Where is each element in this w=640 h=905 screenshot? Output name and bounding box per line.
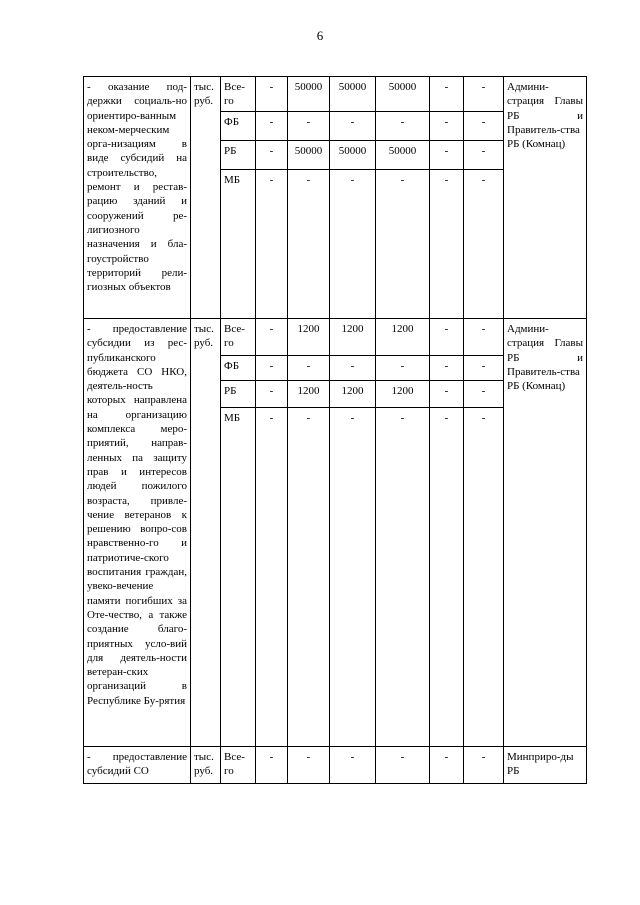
value-cell: - <box>376 408 430 747</box>
value-cell: - <box>288 112 330 141</box>
value-cell: - <box>376 747 430 784</box>
value-cell: 50000 <box>288 77 330 112</box>
funding-source: РБ <box>221 141 256 170</box>
value-cell: - <box>430 356 464 381</box>
funding-source: Все-го <box>221 319 256 356</box>
unit-cell: тыс. руб. <box>191 747 221 784</box>
value-cell: - <box>430 170 464 319</box>
funding-source: МБ <box>221 170 256 319</box>
funding-source: МБ <box>221 408 256 747</box>
value-cell: - <box>330 747 376 784</box>
value-cell: - <box>288 747 330 784</box>
value-cell: - <box>288 356 330 381</box>
funding-source: РБ <box>221 381 256 408</box>
value-cell: - <box>376 170 430 319</box>
budget-table <box>83 76 587 784</box>
responsible-executor: Минприро-ды РБ <box>504 747 587 784</box>
value-cell: 50000 <box>376 141 430 170</box>
value-cell: 1200 <box>376 381 430 408</box>
value-cell: - <box>464 170 504 319</box>
value-cell: 50000 <box>330 77 376 112</box>
value-cell: - <box>464 141 504 170</box>
table-row <box>84 77 587 112</box>
table-row <box>84 319 587 356</box>
value-cell: - <box>256 170 288 319</box>
measure-description: - оказание под-держки социаль-но ориентиро-ванным неком-мерческим орга-низациям в виде субсидий на строительство, ремонт и рестав-рацию зданий и сооружений ре-лигиозного назначения и бла-гоустройство территорий рели-гиозных объектов <box>84 77 191 319</box>
value-cell: - <box>430 747 464 784</box>
value-cell: - <box>256 381 288 408</box>
value-cell: - <box>464 77 504 112</box>
value-cell: 1200 <box>330 319 376 356</box>
value-cell: - <box>330 170 376 319</box>
value-cell: - <box>464 319 504 356</box>
value-cell: - <box>256 141 288 170</box>
value-cell: - <box>430 319 464 356</box>
value-cell: - <box>256 319 288 356</box>
value-cell: 1200 <box>376 319 430 356</box>
value-cell: - <box>464 112 504 141</box>
unit-cell: тыс. руб. <box>191 77 221 319</box>
value-cell: 50000 <box>288 141 330 170</box>
value-cell: 1200 <box>288 319 330 356</box>
value-cell: - <box>430 408 464 747</box>
value-cell: 50000 <box>330 141 376 170</box>
value-cell: - <box>256 356 288 381</box>
value-cell: - <box>330 112 376 141</box>
funding-source: Все-го <box>221 77 256 112</box>
value-cell: - <box>430 381 464 408</box>
funding-source: ФБ <box>221 356 256 381</box>
value-cell: - <box>376 356 430 381</box>
value-cell: 50000 <box>376 77 430 112</box>
value-cell: 1200 <box>330 381 376 408</box>
measure-description: - предоставление субсидии из рес-публиканского бюджета СО НКО, деятель-ность которых направлена на организацию комплекса меро-приятий, направ-ленных па защиту прав и интересов людей пожилого возраста, привле-чение ветеранов к решению вопро-сов нравственно-го и патриотиче-ского воспитания граждан, увеко-вечение памяти погибших за Оте-чество, а также создание благо-приятных усло-вий для деятель-ности ветеран-ских организаций в Республике Бу-рятия <box>84 319 191 747</box>
value-cell: - <box>330 408 376 747</box>
value-cell: - <box>430 77 464 112</box>
value-cell: - <box>256 77 288 112</box>
value-cell: - <box>376 112 430 141</box>
funding-source: ФБ <box>221 112 256 141</box>
value-cell: - <box>256 112 288 141</box>
funding-source: Все-го <box>221 747 256 784</box>
value-cell: - <box>330 356 376 381</box>
table-row <box>84 747 587 784</box>
value-cell: - <box>256 747 288 784</box>
unit-cell: тыс. руб. <box>191 319 221 747</box>
responsible-executor: Админи-страция Главы РБ и Правитель-ства РБ (Комнац) <box>504 319 587 747</box>
value-cell: - <box>464 747 504 784</box>
value-cell: - <box>464 356 504 381</box>
value-cell: - <box>288 170 330 319</box>
value-cell: - <box>288 408 330 747</box>
value-cell: - <box>256 408 288 747</box>
value-cell: - <box>464 381 504 408</box>
measure-description: - предоставление субсидий СО <box>84 747 191 784</box>
value-cell: 1200 <box>288 381 330 408</box>
value-cell: - <box>430 112 464 141</box>
value-cell: - <box>430 141 464 170</box>
value-cell: - <box>464 408 504 747</box>
page-number: 6 <box>316 28 324 43</box>
responsible-executor: Админи-страция Главы РБ и Правитель-ства РБ (Комнац) <box>504 77 587 319</box>
